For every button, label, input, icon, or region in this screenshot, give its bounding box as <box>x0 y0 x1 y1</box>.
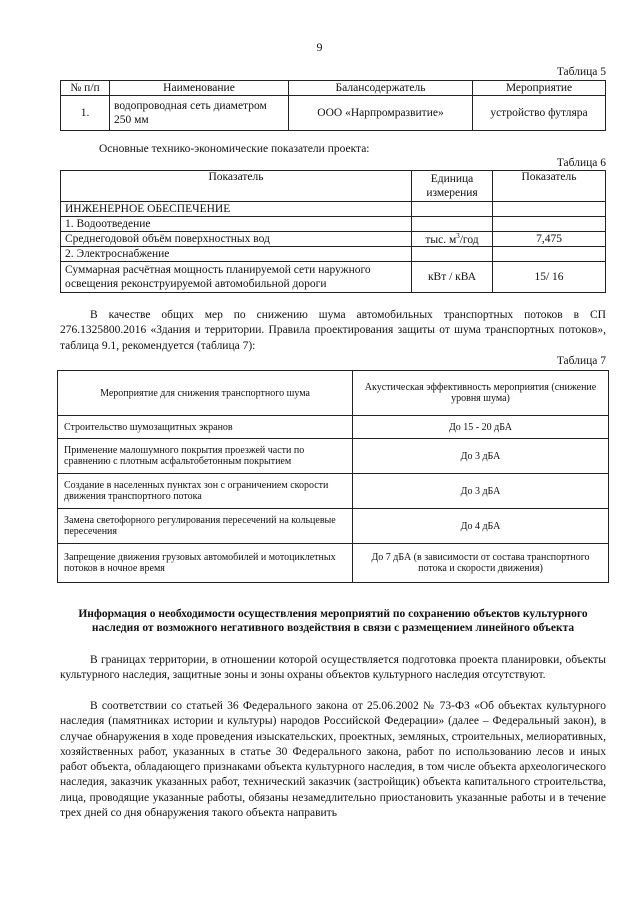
table-header: Балансодержатель <box>289 81 473 96</box>
table6-caption: Таблица 6 <box>556 157 606 169</box>
table-cell: водопроводная сеть диаметром 250 мм <box>110 96 289 131</box>
table-cell <box>412 232 493 247</box>
table-cell <box>412 247 493 262</box>
table5-caption: Таблица 5 <box>556 66 606 78</box>
table-row <box>61 202 606 217</box>
table-cell: 15/ 16 <box>493 262 606 293</box>
unit-superscript: 3 <box>456 232 460 241</box>
table-cell: Замена светофорного регулирования пересечений на кольцевые пересечения <box>58 509 353 544</box>
table-cell: До 7 дБА (в зависимости от состава транспортного потока и скорости движения) <box>353 544 609 583</box>
unit-text: тыс. м <box>425 233 457 246</box>
table-cell: 2. Электроснабжение <box>61 247 412 262</box>
table-header: Единица измерения <box>412 171 493 202</box>
table-row <box>61 96 606 131</box>
heritage-paragraph-1: В границах территории, в отношении которой осуществляется подготовка проекта планировки, объекты культурного наследия, защитные зоны и зоны охраны объектов культурного наследия отсутствуют. <box>60 654 606 682</box>
table-row <box>58 509 609 544</box>
unit-tail: /год <box>459 233 479 246</box>
table7-caption: Таблица 7 <box>556 355 606 367</box>
table-header: Мероприятие для снижения транспортного шума <box>58 371 353 416</box>
table-cell: До 4 дБА <box>353 509 609 544</box>
table6 <box>60 170 606 293</box>
table-row <box>58 416 609 439</box>
table-cell <box>493 217 606 232</box>
table-header: Показатель <box>61 171 412 202</box>
table-row <box>61 262 606 293</box>
table-header: Мероприятие <box>473 81 606 96</box>
table-cell: До 15 - 20 дБА <box>353 416 609 439</box>
table7 <box>57 370 609 583</box>
table-cell: До 3 дБА <box>353 439 609 474</box>
indicators-title: Основные технико-экономические показатели проекта: <box>99 143 370 155</box>
table-header: Наименование <box>110 81 289 96</box>
table-row <box>61 232 606 247</box>
table-cell <box>493 247 606 262</box>
table-cell: Запрещение движения грузовых автомобилей и мотоциклетных потоков в ночное время <box>58 544 353 583</box>
table-header-row <box>58 371 609 416</box>
table-cell <box>412 217 493 232</box>
table-cell: 1. Водоотведение <box>61 217 412 232</box>
table-cell: Суммарная расчётная мощность планируемой сети наружного освещения реконструируемой автомобильной дороги <box>61 262 412 293</box>
table-row <box>61 217 606 232</box>
table-cell <box>412 202 493 217</box>
table-header-row <box>61 81 606 96</box>
table-cell: 1. <box>61 96 110 131</box>
table-cell: ИНЖЕНЕРНОЕ ОБЕСПЕЧЕНИЕ <box>61 202 412 217</box>
table-cell: До 3 дБА <box>353 474 609 509</box>
table-header: Показатель <box>493 171 606 202</box>
table-cell: кВт / кВА <box>412 262 493 293</box>
table-row <box>61 247 606 262</box>
table-row <box>58 544 609 583</box>
table-cell: Применение малошумного покрытия проезжей части по сравнению с плотным асфальтобетонным покрытием <box>58 439 353 474</box>
table-header-row <box>61 171 606 202</box>
intro-paragraph: В качестве общих мер по снижению шума автомобильных транспортных потоков в СП 276.1325800.2016 «Здания и территории. Правила проектирования защиты от шума транспортных потоков», таблица 9.1, рекомендуется (таблица 7): <box>60 309 606 352</box>
table-cell <box>493 202 606 217</box>
table-row <box>58 474 609 509</box>
table-row <box>58 439 609 474</box>
heritage-paragraph-2: В соответствии со статьей 36 Федерального закона от 25.06.2002 № 73-ФЗ «Об объектах культурного наследия (памятниках истории и культуры) народов Российской Федерации» (далее – Федеральный закон), в случае обнаружения в ходе проведения изыскательских, проектных, земляных, строительных, мелиоративных, хозяйственных работ, указанных в статье 30 Федерального закона, работ по использованию лесов и иных работ объекта, обладающего признаками объекта культурного наследия, в том числе объекта археологического наследия, заказчик указанных работ, технический заказчик (застройщик) объекта капитального строительства, лица, проводящие указанные работы, обязаны незамедлительно приостановить указанные работы и в течение трех дней со дня обнаружения такого объекта направить <box>60 700 606 820</box>
table-cell: устройство футляра <box>473 96 606 131</box>
table5 <box>60 80 606 131</box>
table-cell: 7,475 <box>493 232 606 247</box>
heritage-heading: Информация о необходимости осуществления мероприятий по сохранению объектов культурного наследия от возможного негативного воздействия в связи с размещением линейного объекта <box>78 608 588 634</box>
table-cell: ООО «Нарпромразвитие» <box>289 96 473 131</box>
table-cell: Создание в населенных пунктах зон с ограничением скорости движения транспортного потока <box>58 474 353 509</box>
table-cell: Среднегодовой объём поверхностных вод <box>61 232 412 247</box>
table-header: № п/п <box>61 81 110 96</box>
page-number: 9 <box>316 40 323 54</box>
table-cell: Строительство шумозащитных экранов <box>58 416 353 439</box>
table-header: Акустическая эффективность мероприятия (снижение уровня шума) <box>353 371 609 416</box>
